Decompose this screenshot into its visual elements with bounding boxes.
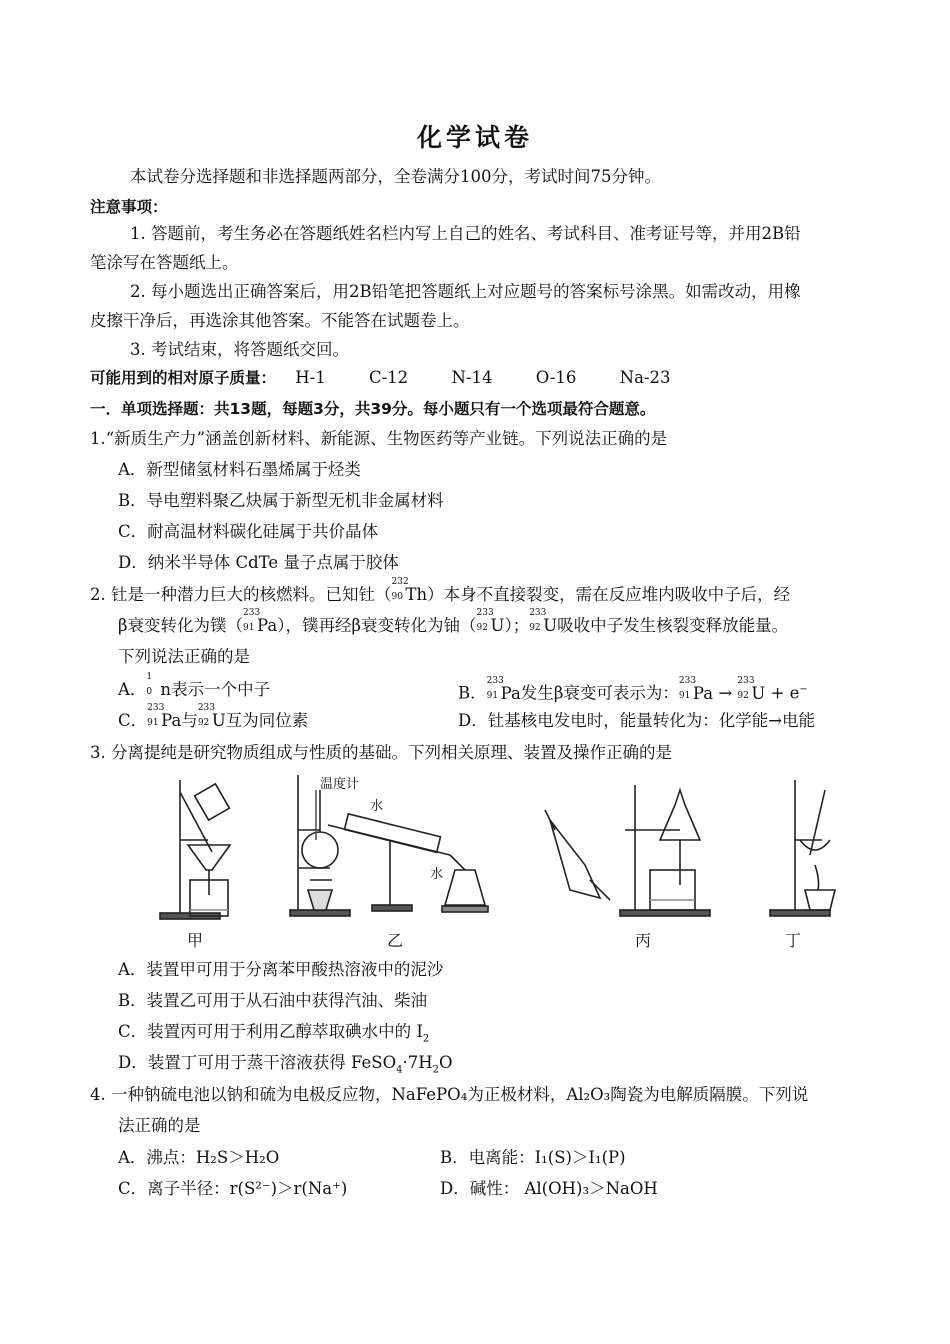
- nuclide-n: [146, 672, 172, 702]
- notice-line-5: 3. 考试结束，将答题纸交回。: [130, 340, 349, 359]
- option-letter: A．: [118, 680, 147, 699]
- apparatus-filtration: [160, 780, 230, 919]
- atomic-number: 0: [146, 687, 153, 697]
- apparatus-figure: [150, 770, 850, 930]
- page-title: 化学试卷: [416, 123, 533, 152]
- atomic-mass-row: [90, 366, 880, 390]
- mass-number: 233: [476, 608, 494, 618]
- atomic-mass-c: C-12: [368, 368, 409, 387]
- option-letter: C．: [118, 711, 148, 730]
- atomic-number: 92: [476, 623, 488, 633]
- symbol: Pa: [161, 711, 182, 730]
- figure-label-ding: 丁: [785, 931, 802, 950]
- mass-number: 233: [197, 703, 216, 713]
- q2-option-b: [458, 675, 808, 706]
- q2-text: ）本身不直接裂变，需在反应堆内吸收中子后，经: [427, 585, 791, 604]
- q3-option-c: [118, 1020, 908, 1051]
- symbol: Th: [405, 585, 428, 604]
- q1-option-d: D．纳米半导体 CdTe 量子点属于胶体: [118, 553, 399, 572]
- reaction-arrow: →: [718, 683, 733, 703]
- option-text: 发生β衰变可表示为：: [520, 683, 679, 703]
- symbol: Pa: [692, 683, 714, 703]
- atomic-number: 91: [486, 690, 499, 701]
- apparatus-distillation: [290, 775, 488, 916]
- symbol: Pa: [500, 683, 521, 703]
- figure-label-jia: 甲: [187, 931, 204, 950]
- mass-number: 233: [147, 703, 165, 713]
- q4-stem-line-1: 4. 一种钠硫电池以钠和硫为电极反应物，NaFePO₄为正极材料，Al₂O₃陶瓷为电解质隔膜。下列说: [90, 1085, 809, 1104]
- atomic-number: 92: [529, 623, 541, 633]
- notice-heading: 注意事项：: [90, 198, 168, 216]
- nuclide-pa: [678, 675, 714, 706]
- symbol: U: [751, 683, 766, 703]
- atomic-number: 91: [243, 623, 255, 633]
- option-text: 互为同位素: [225, 711, 309, 730]
- q2-option-c: [118, 703, 309, 733]
- nuclide-pa: [486, 675, 521, 706]
- q2-text: β衰变转化为镤（: [118, 616, 244, 635]
- q2-option-a: [118, 672, 271, 702]
- nuclide-pa: [147, 703, 182, 733]
- option-text: + e: [770, 683, 800, 703]
- atomic-number: 91: [678, 690, 691, 701]
- symbol: U: [543, 616, 558, 635]
- nuclide-pa: [243, 608, 278, 638]
- intro-text: 本试卷分选择题和非选择题两部分，全卷满分100分，考试时间75分钟。: [130, 167, 661, 186]
- apparatus-extraction: [545, 785, 710, 916]
- option-letter: B．: [458, 683, 487, 703]
- mass-number: 233: [678, 675, 697, 686]
- nuclide-th: [391, 577, 428, 607]
- q1-stem: 1.“新质生产力”涵盖创新材料、新能源、生物医药等产业链。下列说法正确的是: [90, 429, 668, 448]
- q1-option-a: A．新型储氢材料石墨烯属于烃类: [118, 460, 361, 479]
- thermometer-label: 温度计: [320, 777, 360, 792]
- q2-option-d: D．钍基核电发电时，能量转化为：化学能→电能: [458, 711, 816, 730]
- symbol: n: [160, 680, 172, 699]
- q3-option-a: A．装置甲可用于分离苯甲酸热溶液中的泥沙: [118, 960, 444, 979]
- symbol: U: [211, 711, 226, 730]
- mass-number: 233: [529, 608, 547, 618]
- mass-number: 232: [391, 577, 409, 587]
- mass-number: 233: [486, 675, 504, 686]
- q2-stem-line-1: [90, 577, 880, 607]
- section-heading: 一．单项选择题：共13题，每题3分，共39分。每小题只有一个选项最符合题意。: [90, 400, 656, 418]
- water-label-bottom: 水: [430, 867, 444, 882]
- nuclide-u: [476, 608, 505, 638]
- notice-line-4: 皮擦干净后，再选涂其他答案。不能答在试题卷上。: [90, 311, 470, 330]
- q4-option-c: C．离子半径：r(S²⁻)＞r(Na⁺): [118, 1179, 348, 1198]
- atomic-number: 92: [197, 718, 210, 728]
- subscript: 2: [432, 1064, 440, 1076]
- figure-label-yi: 乙: [387, 931, 404, 950]
- notice-line-3: 2. 每小题选出正确答案后，用2B铅笔把答题纸上对应题号的答案标号涂黑。如需改动，用橡: [130, 282, 801, 301]
- q2-text: ），镤再经β衰变转化为铀（: [277, 616, 477, 635]
- q4-option-a: A．沸点：H₂S＞H₂O: [118, 1148, 280, 1167]
- charge-sup: −: [799, 684, 808, 695]
- option-text: D．装置丁可用于蒸干溶液获得 FeSO: [118, 1053, 397, 1072]
- q3-option-b: B．装置乙可用于从石油中获得汽油、柴油: [118, 991, 428, 1010]
- mass-number: 233: [737, 675, 755, 686]
- nuclide-u: [197, 703, 226, 733]
- mass-number: 1: [146, 672, 153, 682]
- symbol: Pa: [257, 616, 278, 635]
- atomic-mass-o: O-16: [535, 368, 577, 387]
- subscript: 2: [422, 1033, 430, 1045]
- option-text: ·7H: [402, 1053, 433, 1072]
- atomic-number: 92: [737, 690, 749, 701]
- symbol: U: [490, 616, 505, 635]
- atomic-number: 91: [147, 718, 159, 728]
- atomic-mass-na: Na-23: [619, 368, 671, 387]
- option-text: 表示一个中子: [171, 680, 271, 699]
- atomic-mass-label: 可能用到的相对原子质量：: [90, 369, 277, 387]
- atomic-mass-n: N-14: [451, 368, 493, 387]
- mass-number: 233: [243, 608, 261, 618]
- q2-text: ）；: [504, 616, 530, 635]
- subscript: 4: [396, 1064, 403, 1076]
- q2-stem-line-2: [118, 608, 908, 638]
- q2-text: 吸收中子发生核裂变释放能量。: [557, 616, 789, 635]
- q1-option-c: C．耐高温材料碳化硅属于共价晶体: [118, 522, 379, 541]
- nuclide-u: [737, 675, 766, 706]
- figure-label-bing: 丙: [635, 931, 652, 950]
- q2-text: 2. 钍是一种潜力巨大的核燃料。已知钍（: [90, 585, 392, 604]
- nuclide-u: [529, 608, 558, 638]
- atomic-number: 90: [391, 592, 403, 602]
- q3-stem: 3. 分离提纯是研究物质组成与性质的基础。下列相关原理、装置及操作正确的是: [90, 743, 672, 762]
- water-label-top: 水: [370, 799, 384, 814]
- option-text: 与: [181, 711, 198, 730]
- atomic-mass-h: H-1: [295, 368, 326, 387]
- q4-stem-line-2: 法正确的是: [118, 1116, 201, 1135]
- q1-option-b: B．导电塑料聚乙炔属于新型无机非金属材料: [118, 491, 444, 510]
- apparatus-evaporation: [770, 780, 835, 916]
- notice-line-2: 笔涂写在答题纸上。: [90, 253, 239, 272]
- q3-option-d: [118, 1051, 908, 1082]
- option-text: C．装置丙可用于利用乙醇萃取碘水中的 I: [118, 1022, 423, 1041]
- option-text: O: [439, 1053, 453, 1072]
- q4-option-d: D．碱性： Al(OH)₃＞NaOH: [440, 1179, 658, 1198]
- notice-line-1: 1. 答题前，考生务必在答题纸姓名栏内写上自己的姓名、考试科目、准考证号等，并用2B铅: [130, 224, 801, 243]
- q2-stem-line-3: 下列说法正确的是: [118, 647, 250, 666]
- q4-option-b: B．电离能：I₁(S)＞I₁(P): [440, 1148, 626, 1167]
